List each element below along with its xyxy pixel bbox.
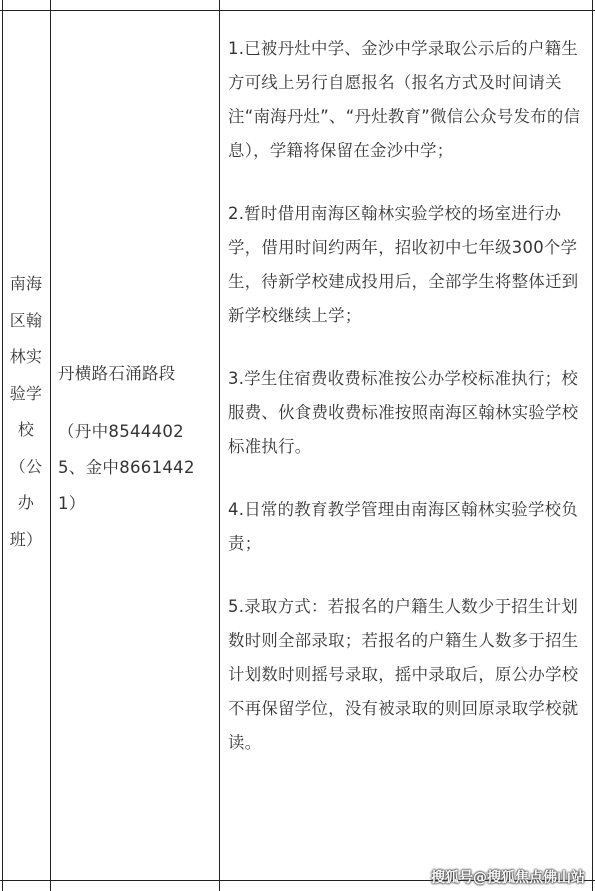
notes-cell [228, 32, 588, 789]
school-name-line: （公 [9, 456, 43, 476]
school-name-line: 班） [9, 529, 43, 549]
note-paragraph: 2.暂时借用南海区翰林实验学校的场室进行办学，借用时间约两年，招收初中七年级300个学生，待新学校建成投用后，全部学生将整体迁到新学校继续上学； [228, 204, 579, 325]
address-road: 丹横路石涌路段 [58, 364, 176, 383]
watermark: 搜狐号@搜狐焦点佛山站 [431, 870, 585, 886]
school-name-line: 验学 [9, 383, 43, 403]
note-paragraph: 4.日常的教育教学管理由南海区翰林实验学校负责； [228, 500, 579, 553]
table-top-border [0, 10, 595, 11]
column-divider-1 [50, 0, 51, 891]
note-paragraph: 3.学生住宿费收费标准按公办学校标准执行；校服费、伙食费收费标准按照南海区翰林实验学校标准执行。 [228, 369, 579, 456]
school-name-line: 林实 [9, 347, 43, 366]
address-phone-line: （丹中8544402 [58, 422, 184, 441]
note-paragraph: 1.已被丹灶中学、金沙中学录取公示后的户籍生方可线上另行自愿报名（报名方式及时间请关注“南海丹灶”、“丹灶教育”微信公众号发布的信息），学籍将保留在金沙中学； [228, 39, 581, 160]
school-name-cell [4, 266, 48, 558]
school-name-line: 南海 [9, 274, 43, 293]
school-name-line: 办 [17, 493, 35, 512]
school-name-line: 区翰 [9, 310, 43, 330]
note-paragraph: 5.录取方式：若报名的户籍生人数少于招生计划数时则全部录取；若报名的户籍生人数多于招生计划数时则摇号录取，摇中录取后，原公办学校不再保留学位，没有被录取的则回原录取学校就读。 [228, 597, 579, 752]
table-right-border [592, 0, 593, 891]
school-name-line: 校 [17, 420, 35, 439]
address-phone-line: 1） [58, 494, 86, 513]
column-divider-2 [219, 0, 220, 891]
address-cell [58, 356, 210, 522]
table-left-border [2, 0, 3, 891]
address-phone-line: 5、金中8661442 [58, 458, 195, 477]
